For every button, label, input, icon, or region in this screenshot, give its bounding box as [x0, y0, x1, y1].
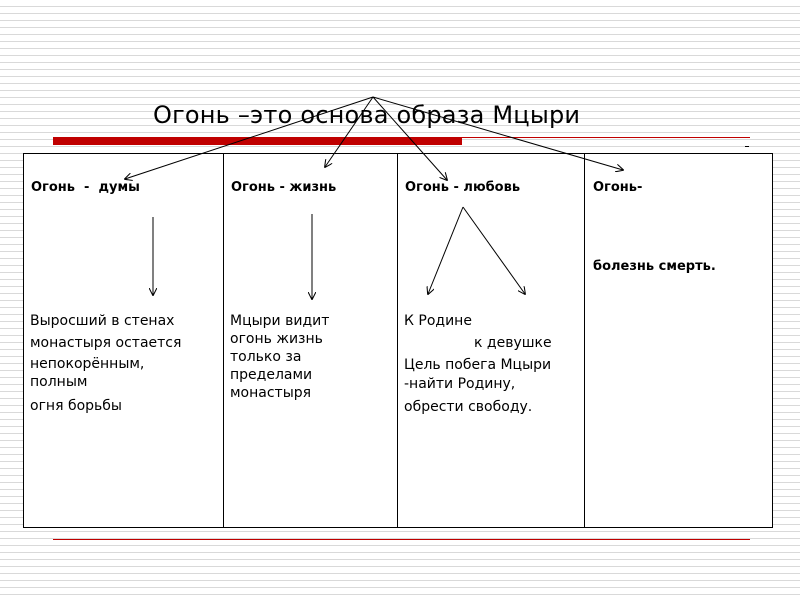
arrow-to-love — [373, 97, 447, 180]
column-text-line: непокорённым, — [30, 356, 145, 372]
column-heading-love: Огонь - любовь — [405, 180, 521, 195]
column-text-line: к девушке — [474, 335, 552, 351]
column-heading-life: Огонь - жизнь — [231, 180, 337, 195]
column-text-line: Мцыри видит — [230, 313, 330, 329]
column-text-line: монастыря — [230, 385, 312, 401]
bottom-accent-line — [53, 539, 750, 540]
column-text-line: пределами — [230, 367, 313, 383]
slide-title: Огонь –это основа образа Мцыри — [153, 101, 581, 129]
column-text-line: обрести свободу. — [404, 399, 533, 415]
column-text-line: монастыря остается — [30, 335, 182, 351]
column-subheading-illness-death: болезнь смерть. — [593, 259, 716, 274]
column-text-line: огня борьбы — [30, 398, 122, 414]
column-text-line: Выросший в стенах — [30, 313, 175, 329]
column-heading-thoughts: Огонь - думы — [31, 180, 140, 195]
column-text-line: Цель побега Мцыри — [404, 357, 552, 373]
arrow-to-illness — [373, 97, 623, 170]
arrow-love-right — [463, 207, 525, 294]
arrow-love-left — [428, 207, 463, 294]
column-text-line: огонь жизнь — [230, 331, 323, 347]
column-text-line: К Родине — [404, 313, 472, 329]
arrow-to-thoughts — [125, 97, 373, 179]
column-heading-illness: Огонь- — [593, 180, 643, 195]
column-text-line: только за — [230, 349, 302, 365]
arrow-to-life — [325, 97, 373, 167]
column-text-line: полным — [30, 374, 88, 390]
column-text-line: -найти Родину, — [404, 376, 516, 392]
